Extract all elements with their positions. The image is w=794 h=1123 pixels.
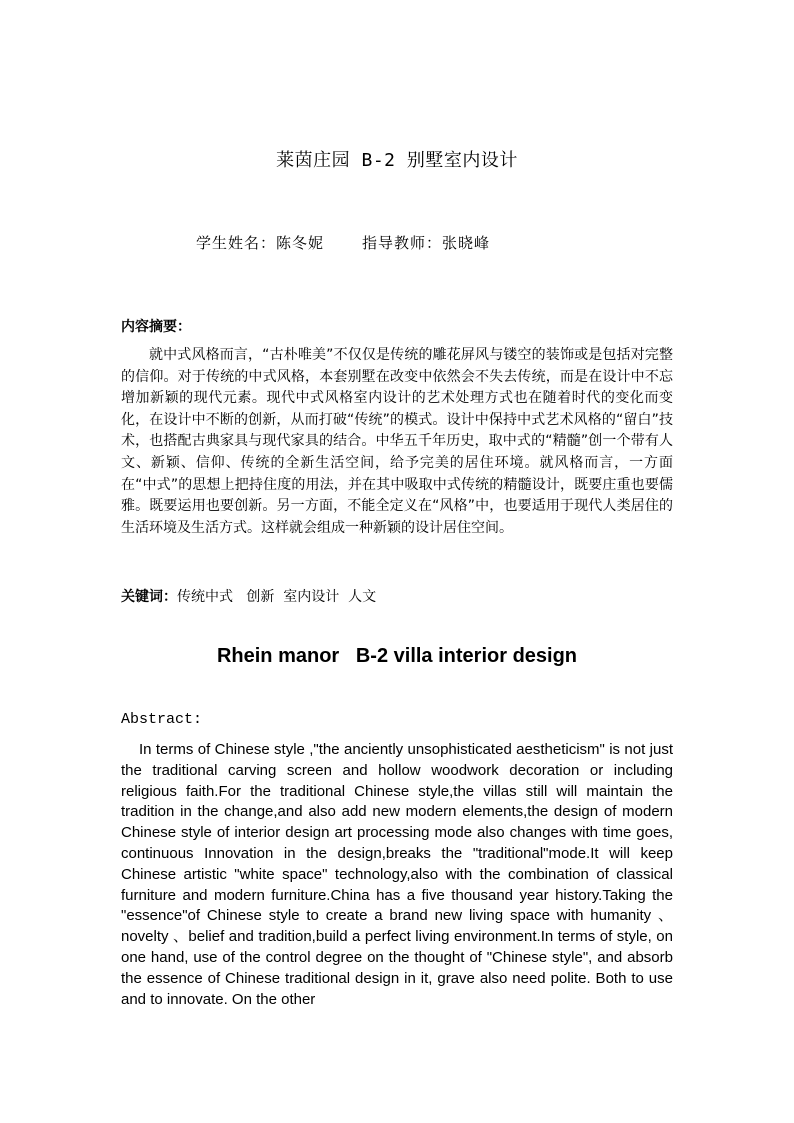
keywords-label: 关键词： (121, 589, 177, 605)
chinese-title: 莱茵庄园 B-2 别墅室内设计 (276, 150, 518, 171)
english-abstract-label: Abstract: (121, 711, 203, 728)
author-line (196, 232, 490, 253)
keywords-line (121, 586, 376, 606)
english-abstract-body: In terms of Chinese style ,"the anciently unsophisticated aestheticism" is not just the traditional carving screen and hollow woodwork decoration or including religious faith.For the traditional Chinese style,the villas still will maintain the tradition in the change,and also add new modern elements,the design of modern Chinese style of interior design art processing mode also changes with time goes, continuous Innovation in the design,breaks the "traditional"mode.It will keep Chinese artistic "white space" technology,also with the combination of classical furniture and modern furniture.China has a five thousand year history.Taking the "essence"of Chinese style to create a brand new living space with humanity 、novelty 、belief and tradition,build a perfect living environment.In terms of style, on one hand, use of the control degree on the thought of "Chinese style", and absorb the essence of Chinese traditional design in it, grave also need polite. Both to use and to innovate. On the other (121, 741, 673, 1008)
student-name: 陈冬妮 (276, 234, 325, 252)
chinese-abstract-label: 内容摘要： (121, 319, 191, 335)
advisor-label: 指导教师： (362, 234, 443, 252)
keywords-text: 传统中式 创新 室内设计 人文 (177, 589, 377, 605)
student-label: 学生姓名： (196, 234, 277, 252)
english-title: Rhein manor B-2 villa interior design (216, 645, 578, 667)
advisor-name: 张晓峰 (442, 234, 491, 252)
chinese-abstract-body: 就中式风格而言，“古朴唯美”不仅仅是传统的雕花屏风与镂空的装饰或是包括对完整的信仰。对于传统的中式风格，本套别墅在改变中依然会不失去传统，而是在设计中不忘增加新颖的现代元素。现代中式风格室内设计的艺术处理方式也在随着时代的变化而变化，在设计中不断的创新，从而打破“传统”的模式。设计中保持中式艺术风格的“留白”技术，也搭配古典家具与现代家具的结合。中华五千年历史，取中式的“精髓”创一个带有人文、新颖、信仰、传统的全新生活空间，给予完美的居住环境。就风格而言，一方面在“中式”的思想上把持住度的用法，并在其中吸取中式传统的精髓设计，既要庄重也要儒雅。既要运用也要创新。另一方面，不能全定义在“风格”中，也要适用于现代人类居住的生活环境及生活方式。这样就会组成一种新颖的设计居住空间。 (121, 347, 673, 536)
